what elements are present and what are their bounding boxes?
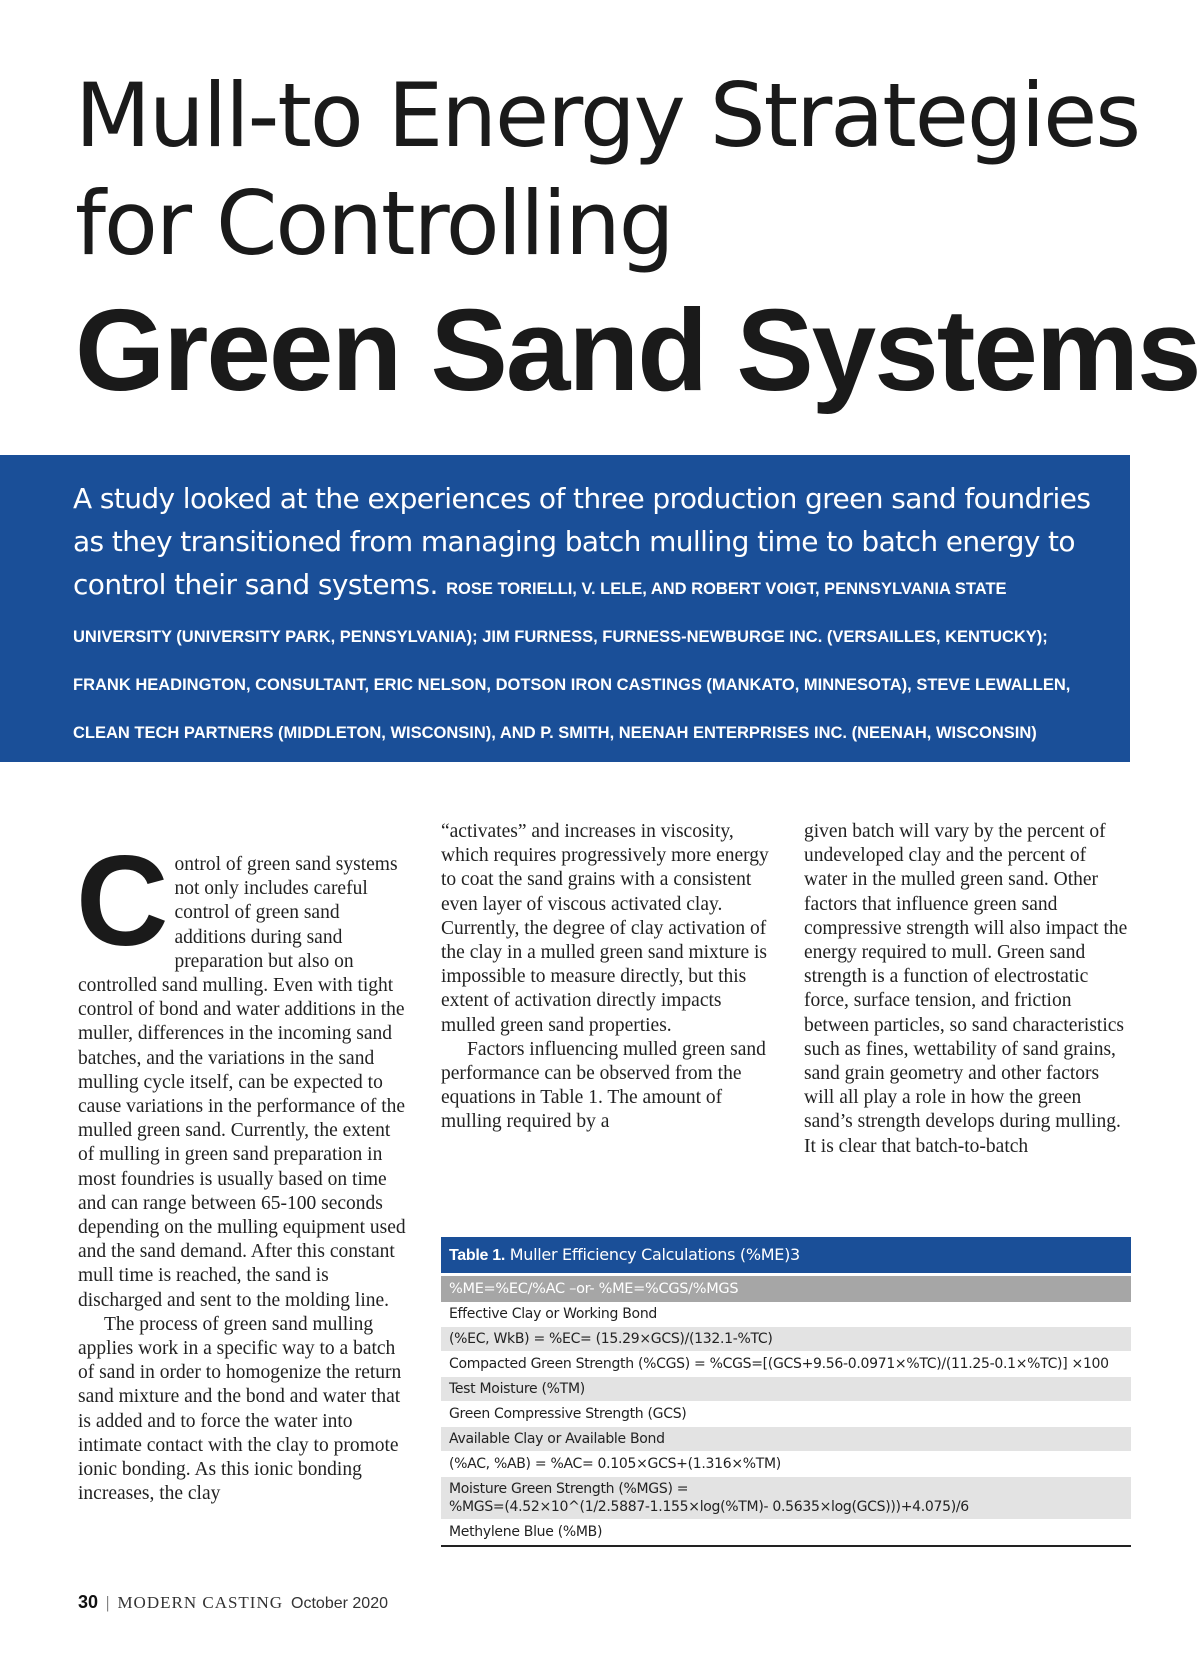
author-list: ROSE TORIELLI, V. LELE, AND ROBERT VOIGT, PENNSYLVANIA STATE UNIVERSITY (UNIVERSITY PARK, PENNSYLVANIA); JIM FURNESS, FURNESS-NEWBURGE INC. (VERSAILLES, KENTUCKY); FRANK HEADINGTON, CONSULTANT, ERIC NELSON, DOTSON IRON CASTINGS (MANKATO, MINNESOTA), STEVE LEWALLEN, CLEAN TECH PARTNERS (MIDDLETON, WISCONSIN), AND P. SMITH, NEENAH ENTERPRISES INC. (NEENAH, WISCONSIN) <box>73 580 1071 742</box>
table-cell-line: Moisture Green Strength (%MGS) = <box>449 1481 689 1497</box>
issue-date: October 2020 <box>291 1595 388 1612</box>
deck-text <box>73 477 1100 755</box>
body-paragraph: Factors influencing mulled green sand performance can be observed from the equations in Table 1. The amount of mulling required by a <box>441 1038 766 1133</box>
table-row: Compacted Green Strength (%CGS) = %CGS=[(GCS+9.56-0.0971×%TC)/(11.25-0.1×%TC)] ×100 <box>441 1352 1131 1377</box>
table-subheader: %ME=%EC/%AC –or- %ME=%CGS/%MGS <box>441 1276 1131 1302</box>
page-footer <box>78 1592 388 1613</box>
body-paragraph: The process of green sand mulling applies work in a specific way to a batch of sand in order to homogenize the return sand mixture and the bond and water that is added and to force the water into intimate contact with the clay to promote ionic bonding. As this ionic bonding increases, the clay <box>78 1313 402 1505</box>
deck-banner <box>0 455 1130 762</box>
table-1 <box>441 1237 1131 1547</box>
table-row: Test Moisture (%TM) <box>441 1377 1131 1402</box>
table-row: (%EC, WkB) = %EC= (15.29×GCS)/(132.1-%TC) <box>441 1327 1131 1352</box>
body-column-3 <box>804 820 1134 1159</box>
body-column-2 <box>441 820 779 1135</box>
magazine-name: MODERN CASTING <box>117 1593 284 1612</box>
footer-divider: | <box>106 1593 110 1612</box>
title-line-3: Green Sand Systems <box>75 285 1200 415</box>
table-title: Muller Efficiency Calculations (%ME)3 <box>509 1245 800 1264</box>
body-paragraph: ontrol of green sand systems not only includes careful control of green sand additions during sand preparation but also on controlled sand mulling. Even with tight control of bond and water additions in the muller, differences in the incoming sand batches, and the variations in the sand mulling cycle itself, can be expected to cause variations in the performance of the mulled green sand. Currently, the extent of mulling in green sand preparation in most foundries is usually based on time and can range between 65-100 seconds depending on the mulling equipment used and the sand demand. After this constant mull time is reached, the sand is discharged and sent to the molding line. <box>78 854 406 1311</box>
deck-summary: A study looked at the experiences of three production green sand foundries as they transitioned from managing batch mulling time to batch energy to control their sand systems. <box>73 482 1091 601</box>
table-caption <box>441 1237 1131 1273</box>
table-row: Available Clay or Available Bond <box>441 1427 1131 1452</box>
table-row: Green Compressive Strength (GCS) <box>441 1402 1131 1427</box>
drop-cap: C <box>76 830 169 973</box>
table-row: (%AC, %AB) = %AC= 0.105×GCS+(1.316×%TM) <box>441 1452 1131 1477</box>
title-line-2: for Controlling <box>75 172 673 275</box>
table-cell-line: %MGS=(4.52×10^(1/2.5887-1.155×log(%TM)- 0.5635×log(GCS)))+4.075)/6 <box>449 1499 969 1515</box>
table-row: Methylene Blue (%MB) <box>441 1520 1131 1545</box>
body-paragraph: “activates” and increases in viscosity, which requires progressively more energy to coat the sand grains with a consistent even layer of viscous activated clay. Currently, the degree of clay activation of the clay in a mulled green sand mixture is impossible to measure directly, but this extent of activation directly impacts mulled green sand properties. <box>441 821 769 1036</box>
body-paragraph: given batch will vary by the percent of undeveloped clay and the percent of water in the mulled green sand. Other factors that influence green sand compressive strength will also impact the energy required to mull. Green sand strength is a function of electrostatic force, surface tension, and friction between particles, so sand characteristics such as fines, wettability of sand grains, sand grain geometry and other factors will all play a role in how the green sand’s strength develops during mulling. It is clear that batch-to-batch <box>804 821 1128 1157</box>
page-number: 30 <box>78 1592 99 1612</box>
title-line-1: Mull-to Energy Strategies <box>75 64 1140 167</box>
body-column-1 <box>76 830 408 1506</box>
table-row: Effective Clay or Working Bond <box>441 1302 1131 1327</box>
table-row <box>441 1477 1131 1520</box>
table-label: Table 1. <box>449 1247 505 1264</box>
